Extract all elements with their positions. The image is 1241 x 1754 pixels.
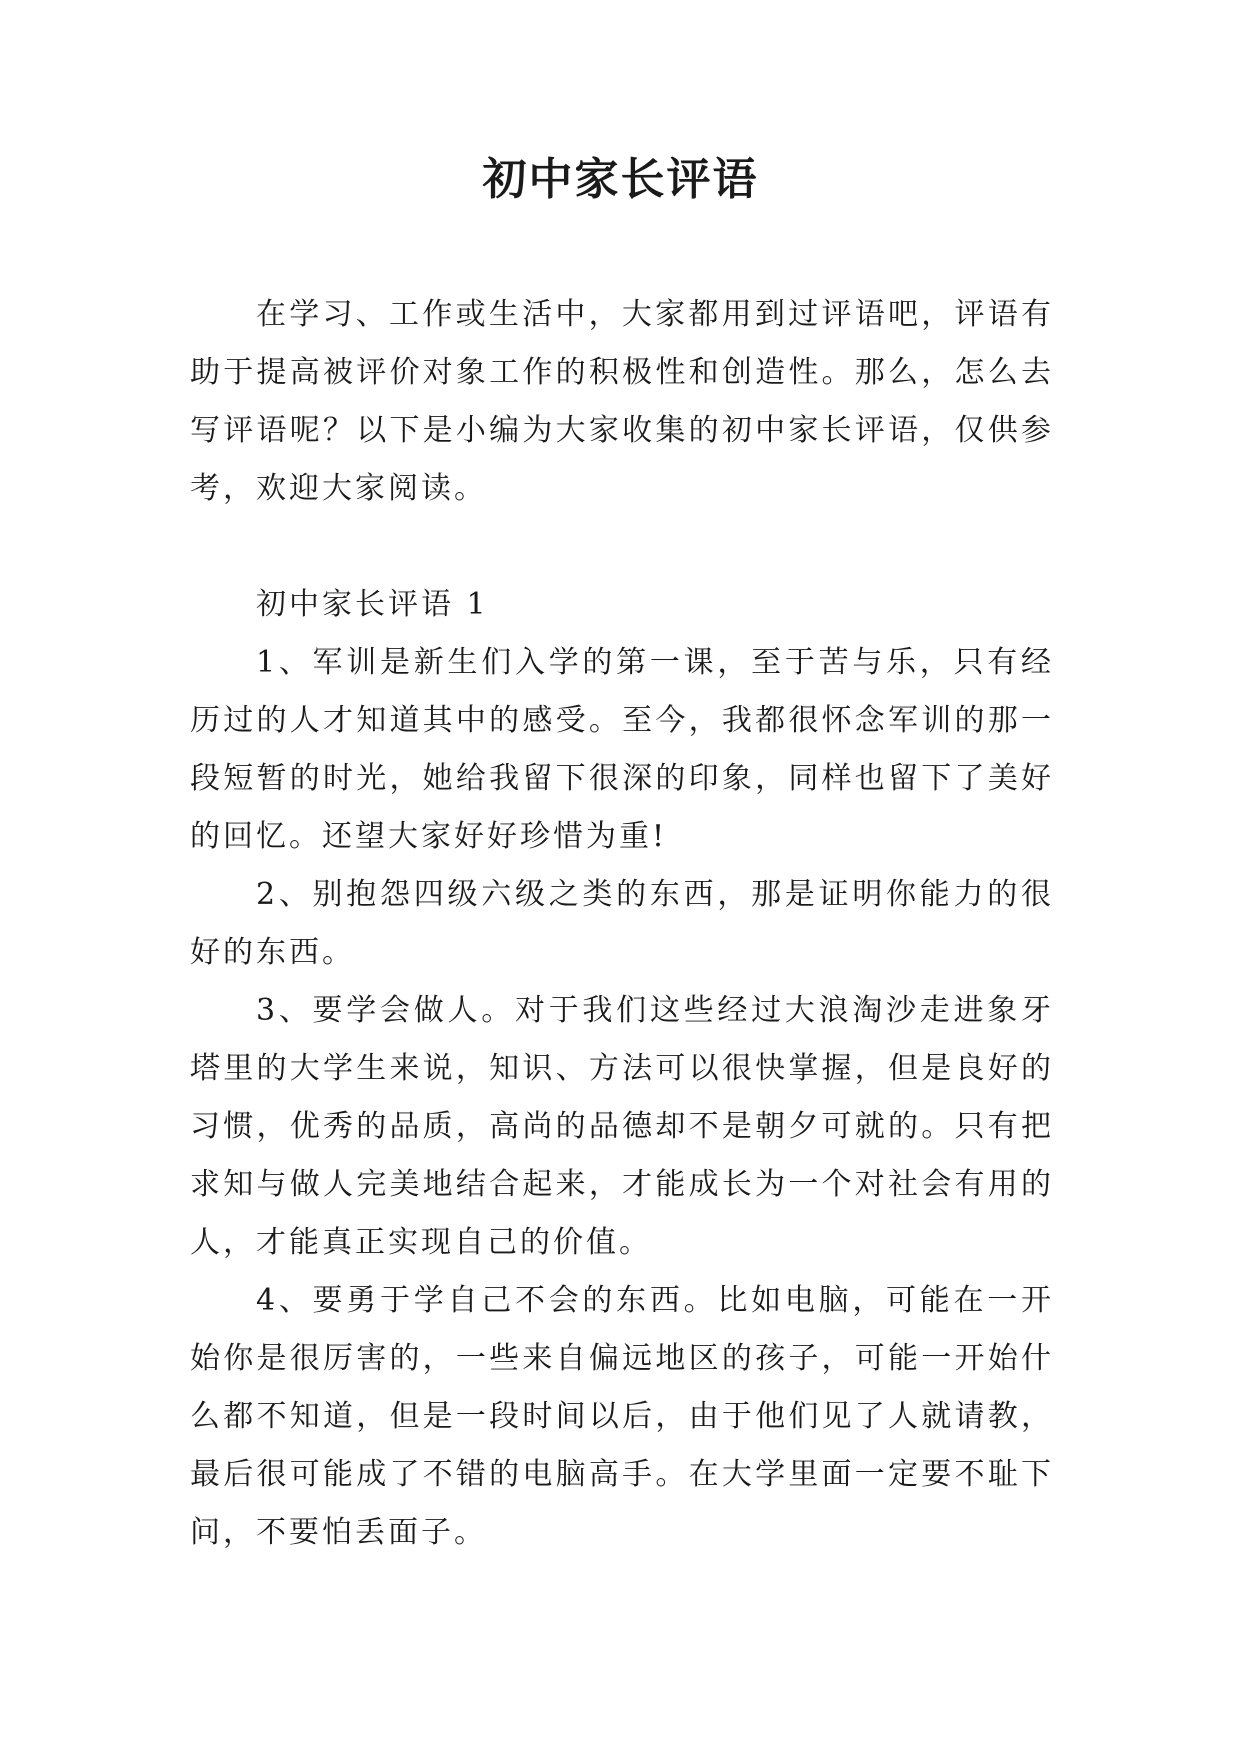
comment-item-2: 2、别抱怨四级六级之类的东西，那是证明你能力的很好的东西。 [190, 877, 1054, 970]
section-heading: 初中家长评语 1 [256, 587, 489, 622]
comment-item-4: 4、要勇于学自己不会的东西。比如电脑，可能在一开始你是很厉害的，一些来自偏远地区的孩子，可能一开始什么都不知道，但是一段时间以后，由于他们见了人就请教，最后很可能成了不错的电脑高手。在大学里面一定要不耻下问，不要怕丢面子。 [190, 1283, 1054, 1550]
comment-item-3: 3、要学会做人。对于我们这些经过大浪淘沙走进象牙塔里的大学生来说，知识、方法可以很快掌握，但是良好的习惯，优秀的品质，高尚的品德却不是朝夕可就的。只有把求知与做人完美地结合起来，才能成长为一个对社会有用的人，才能真正实现自己的价值。 [190, 993, 1054, 1260]
document-title: 初中家长评语 [482, 154, 759, 205]
intro-paragraph: 在学习、工作或生活中，大家都用到过评语吧，评语有助于提高被评价对象工作的积极性和创造性。那么，怎么去写评语呢？以下是小编为大家收集的初中家长评语，仅供参考，欢迎大家阅读。 [190, 297, 1054, 506]
comment-item-1: 1、军训是新生们入学的第一课，至于苦与乐，只有经历过的人才知道其中的感受。至今，我都很怀念军训的那一段短暂的时光，她给我留下很深的印象，同样也留下了美好的回忆。还望大家好好珍惜为重! [190, 645, 1054, 854]
document-body [190, 286, 1054, 1562]
